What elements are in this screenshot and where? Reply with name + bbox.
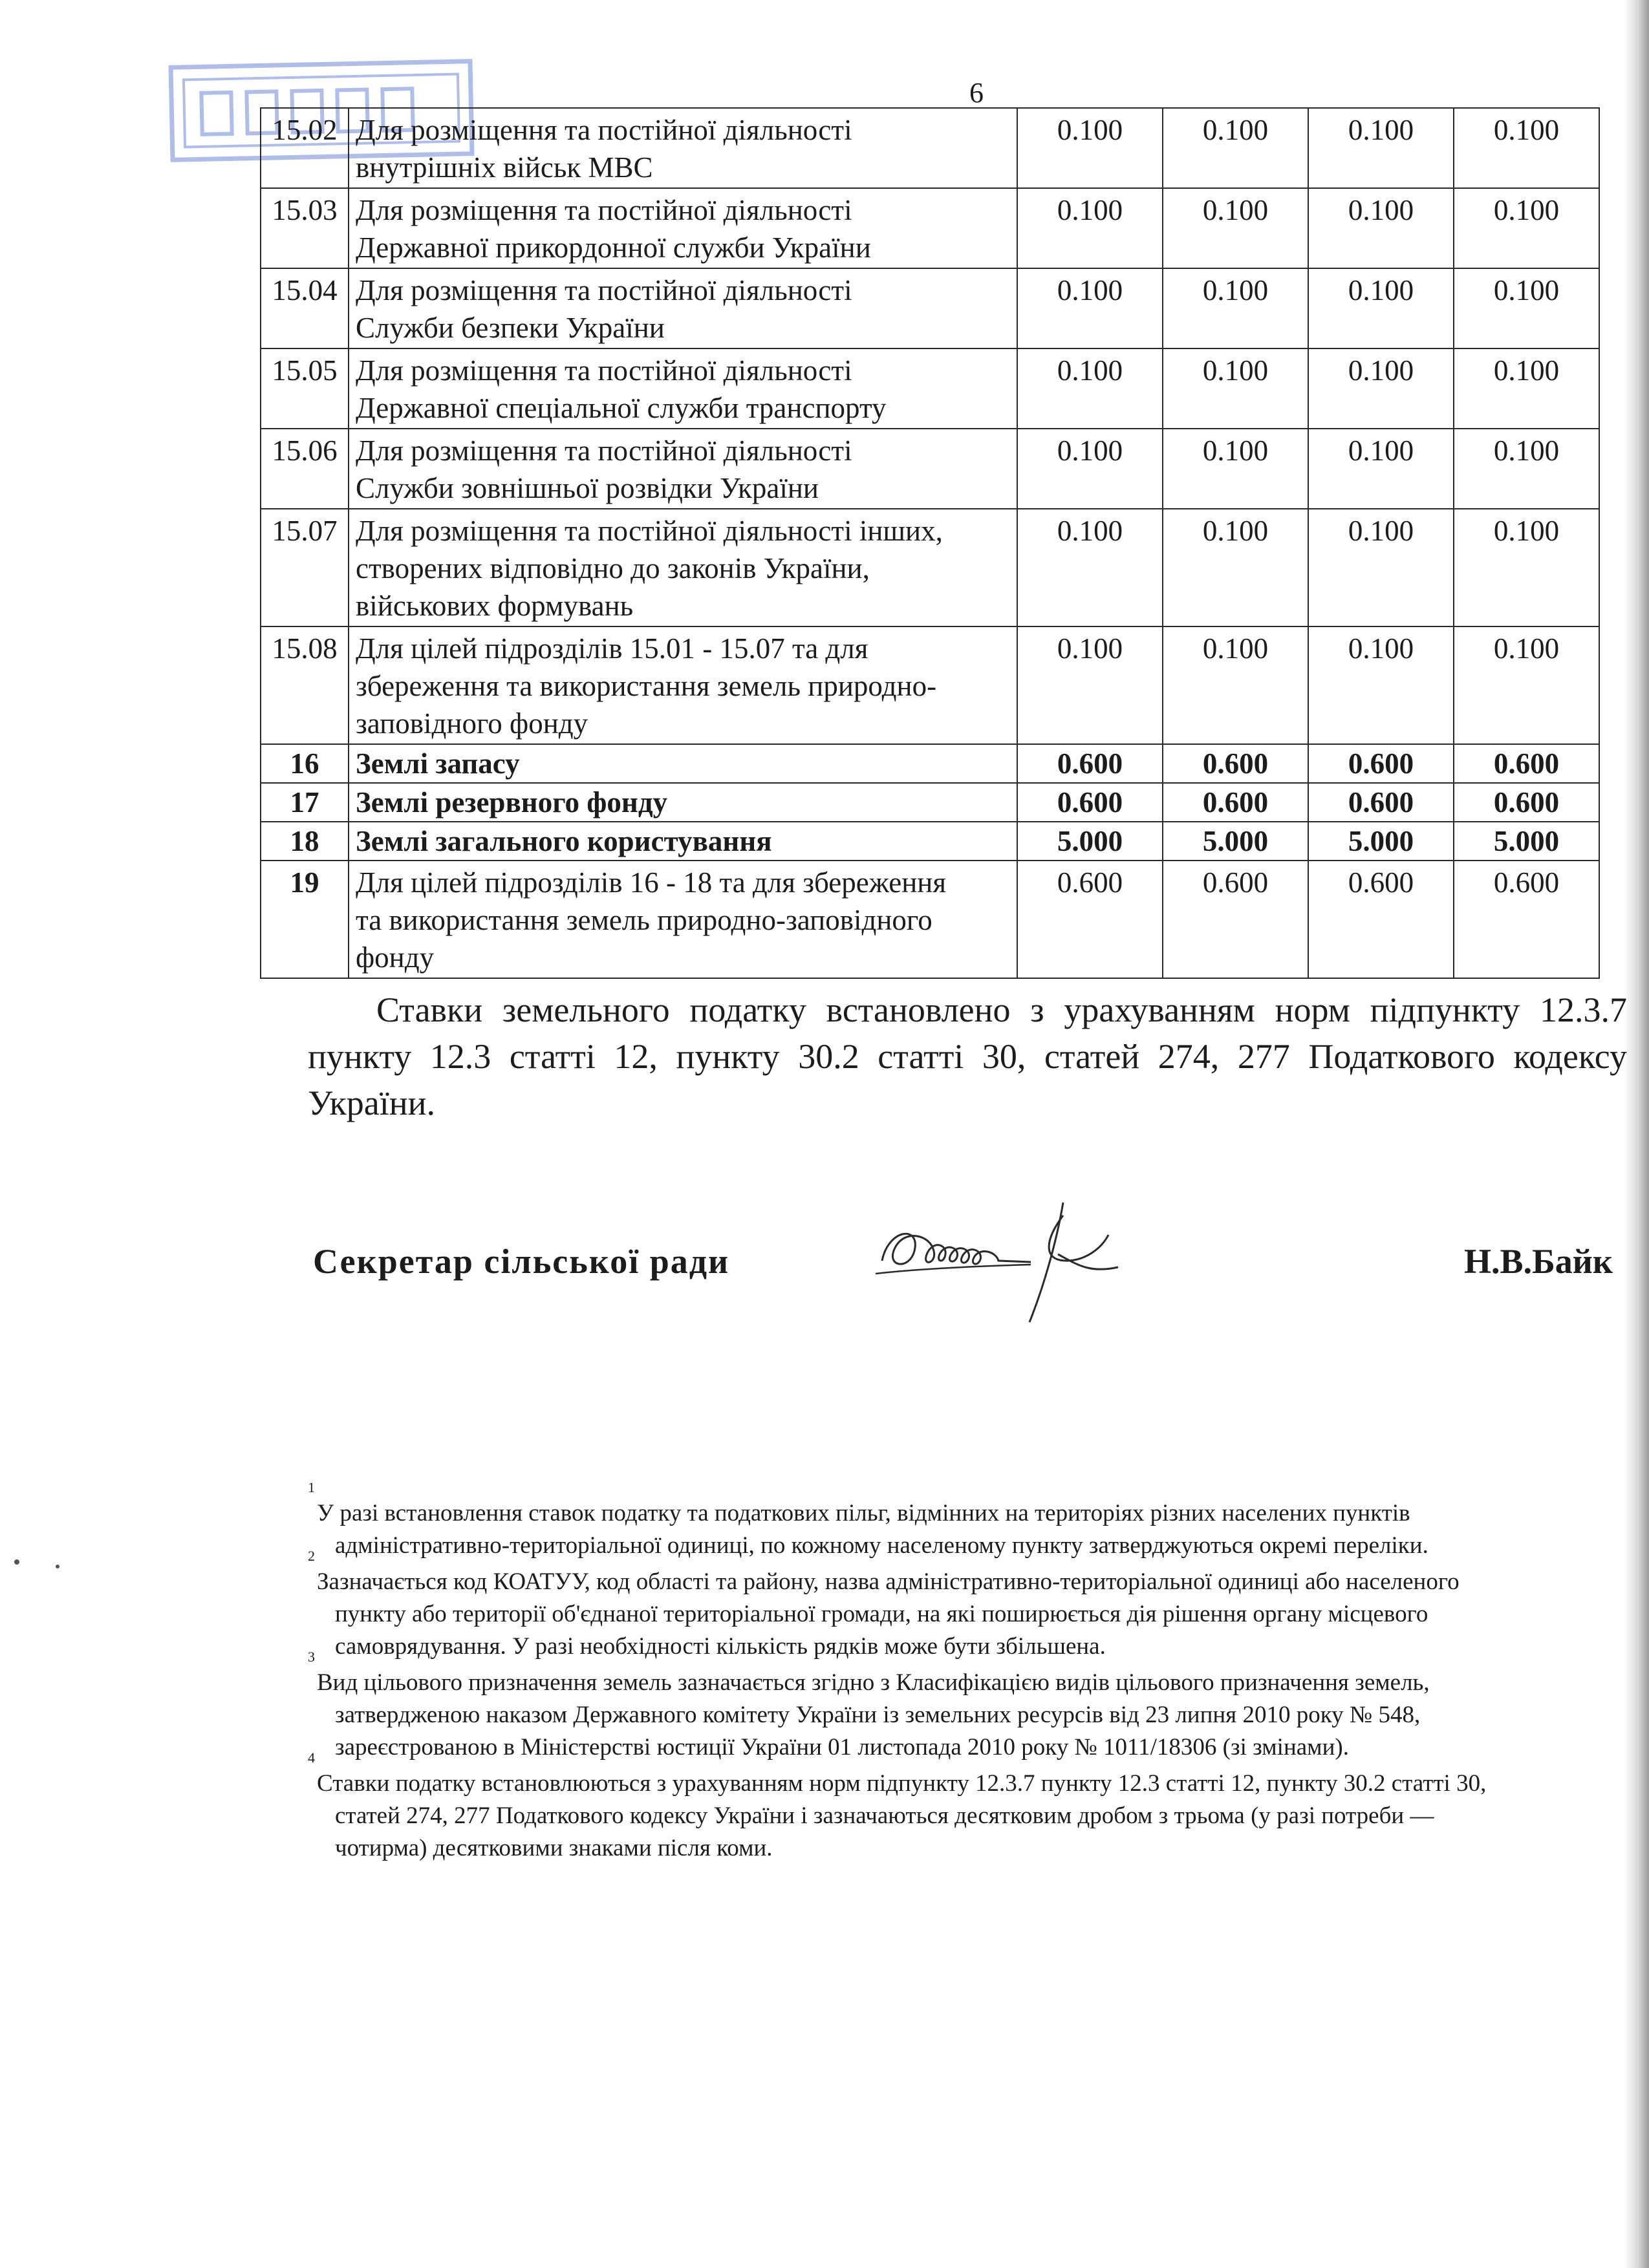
footnote-line: Ставки податку встановлюються з урахуванням норм підпункту 12.3.7 пункту 12.3 статті 12, пункту 30.2 статті 30,	[317, 1770, 1487, 1797]
footnote	[308, 1649, 1623, 1764]
rate-value: 0.600	[1017, 861, 1163, 978]
row-description	[349, 861, 1017, 978]
rate-value: 0.100	[1454, 268, 1599, 348]
signatory-name: Н.В.Байк	[1464, 1242, 1613, 1281]
rate-value: 0.100	[1017, 509, 1163, 626]
land-tax-rates-table	[260, 107, 1600, 979]
table-row	[261, 108, 1599, 188]
description-line: Служби зовнішньої розвідки України	[356, 472, 819, 504]
description-line: збереження та використання земель природно-	[356, 670, 937, 702]
signature-block	[313, 1190, 1613, 1319]
table-row	[261, 348, 1599, 429]
row-code: 17	[261, 783, 349, 822]
rate-value: 0.100	[1017, 268, 1163, 348]
row-description	[349, 626, 1017, 744]
footnote-mark: 3	[308, 1649, 315, 1665]
rate-value: 0.100	[1163, 626, 1308, 744]
footnote-line: адміністративно-територіальної одиниці, по кожному населеному пункту затверджуються окремі переліки.	[335, 1532, 1428, 1559]
rate-value: 0.100	[1163, 509, 1308, 626]
footnote-line: Зазначається код КОАТУУ, код області та району, назва адміністративно-територіальної одиниці або населеного	[317, 1568, 1460, 1595]
footnote-line: Вид цільового призначення земель зазначається згідно з Класифікацією видів цільового призначення земель,	[317, 1669, 1430, 1696]
table-row	[261, 509, 1599, 626]
rate-value: 0.600	[1163, 861, 1308, 978]
footnote-line: У разі встановлення ставок податку та податкових пільг, відмінних на територіях різних населених пунктів	[317, 1500, 1410, 1526]
rate-value: 0.100	[1308, 626, 1454, 744]
row-description	[349, 188, 1017, 268]
description-line: Землі запасу	[356, 747, 520, 780]
rate-value: 0.100	[1454, 429, 1599, 509]
rate-value: 0.100	[1454, 626, 1599, 744]
table-row	[261, 822, 1599, 861]
footnote	[308, 1548, 1623, 1663]
rate-value: 0.100	[1017, 626, 1163, 744]
description-line: військових формувань	[356, 590, 634, 622]
row-code: 15.03	[261, 188, 349, 268]
rate-value: 0.100	[1454, 348, 1599, 429]
footnote	[308, 1749, 1623, 1865]
row-code: 15.08	[261, 626, 349, 744]
row-code: 18	[261, 822, 349, 861]
scan-speck	[56, 1565, 59, 1568]
row-description	[349, 509, 1017, 626]
row-code: 16	[261, 744, 349, 783]
table-row	[261, 626, 1599, 744]
rate-value: 5.000	[1163, 822, 1308, 861]
description-line: Землі загального користування	[356, 825, 772, 857]
rate-value: 0.100	[1163, 268, 1308, 348]
page-number: 6	[969, 77, 984, 109]
footnote-mark: 4	[308, 1749, 315, 1766]
footnote-line: зареєстрованою в Міністерстві юстиції України 01 листопада 2010 року № 1011/18306 (зі змінами).	[335, 1734, 1349, 1760]
description-line: Землі резервного фонду	[356, 786, 668, 818]
rate-value: 0.100	[1308, 509, 1454, 626]
rate-value: 0.100	[1017, 108, 1163, 188]
footnote-line: статей 274, 277 Податкового кодексу України і зазначаються десятковим дробом з трьома (у разі потреби —	[335, 1803, 1434, 1829]
row-code: 15.06	[261, 429, 349, 509]
row-code: 19	[261, 861, 349, 978]
row-description	[349, 744, 1017, 783]
footnote-line: затвердженою наказом Державного комітету України із земельних ресурсів від 23 липня 2010 року № 548,	[335, 1702, 1421, 1728]
description-line: та використання земель природно-заповідного	[356, 904, 932, 936]
row-code: 15.05	[261, 348, 349, 429]
rate-value: 0.600	[1163, 783, 1308, 822]
row-description	[349, 822, 1017, 861]
description-line: заповідного фонду	[356, 707, 588, 740]
row-description	[349, 783, 1017, 822]
rate-value: 0.100	[1017, 429, 1163, 509]
rate-value: 5.000	[1308, 822, 1454, 861]
description-line: Для розміщення та постійної діяльності інших,	[356, 515, 943, 547]
footnotes	[308, 1479, 1623, 1868]
rate-value: 0.100	[1308, 188, 1454, 268]
table-row	[261, 188, 1599, 268]
rate-value: 0.100	[1163, 429, 1308, 509]
description-line: Для цілей підрозділів 15.01 - 15.07 та для	[356, 632, 868, 665]
rate-value: 0.600	[1308, 783, 1454, 822]
tax-rates-note-text: Ставки земельного податку встановлено з урахуванням норм підпункту 12.3.7 пункту 12.3 статті 12, пункту 30.2 статті 30, статей 274, 277 Податкового кодексу України.	[308, 990, 1627, 1122]
footnote-mark: 2	[308, 1548, 315, 1564]
description-line: Для розміщення та постійної діяльності	[356, 354, 852, 387]
rate-value: 0.600	[1163, 744, 1308, 783]
footnote-line: чотирма) десятковими знаками після коми.	[335, 1835, 773, 1861]
rate-value: 0.600	[1017, 744, 1163, 783]
description-line: створених відповідно до законів України,	[356, 552, 870, 584]
handwritten-signature	[869, 1190, 1167, 1325]
scan-edge-shadow	[1624, 0, 1649, 2268]
table-row	[261, 783, 1599, 822]
rate-value: 0.600	[1017, 783, 1163, 822]
footnote	[308, 1479, 1623, 1562]
rate-value: 5.000	[1454, 822, 1599, 861]
rate-value: 0.100	[1454, 509, 1599, 626]
row-code: 15.07	[261, 509, 349, 626]
table-row	[261, 744, 1599, 783]
footnote-mark: 1	[308, 1479, 315, 1495]
row-description	[349, 268, 1017, 348]
row-description	[349, 348, 1017, 429]
rate-value: 0.600	[1308, 744, 1454, 783]
rate-value: 0.100	[1308, 348, 1454, 429]
row-description	[349, 108, 1017, 188]
row-description	[349, 429, 1017, 509]
rate-value: 0.600	[1454, 744, 1599, 783]
description-line: Для розміщення та постійної діяльності	[356, 274, 852, 306]
rate-value: 0.100	[1308, 429, 1454, 509]
rate-value: 5.000	[1017, 822, 1163, 861]
description-line: фонду	[356, 941, 435, 974]
table-row	[261, 268, 1599, 348]
rate-value: 0.100	[1163, 348, 1308, 429]
description-line: Для розміщення та постійної діяльності	[356, 434, 852, 467]
scan-speck	[14, 1559, 19, 1565]
description-line: внутрішніх військ МВС	[356, 151, 653, 184]
table-row	[261, 429, 1599, 509]
rate-value: 0.100	[1454, 188, 1599, 268]
rate-value: 0.600	[1454, 861, 1599, 978]
table-row	[261, 861, 1599, 978]
description-line: Служби безпеки України	[356, 312, 665, 344]
rate-value: 0.600	[1308, 861, 1454, 978]
row-code: 15.04	[261, 268, 349, 348]
row-code: 15.02	[261, 108, 349, 188]
signatory-title: Секретар сільської ради	[313, 1242, 730, 1281]
rate-value: 0.100	[1454, 108, 1599, 188]
description-line: Для розміщення та постійної діяльності	[356, 194, 852, 226]
description-line: Державної прикордонної служби України	[356, 231, 871, 264]
description-line: Державної спеціальної служби транспорту	[356, 392, 887, 424]
description-line: Для цілей підрозділів 16 - 18 та для збереження	[356, 866, 947, 899]
tax-rates-note	[308, 987, 1627, 1126]
rate-value: 0.100	[1017, 348, 1163, 429]
footnote-line: пункту або території об'єднаної територіальної громади, на які поширюється дія рішення органу місцевого	[335, 1601, 1428, 1627]
rate-value: 0.100	[1308, 268, 1454, 348]
rate-value: 0.100	[1017, 188, 1163, 268]
rate-value: 0.100	[1163, 108, 1308, 188]
footnote-line: самоврядування. У разі необхідності кількість рядків може бути збільшена.	[335, 1633, 1106, 1660]
description-line: Для розміщення та постійної діяльності	[356, 114, 852, 146]
rate-value: 0.100	[1308, 108, 1454, 188]
rate-value: 0.600	[1454, 783, 1599, 822]
rate-value: 0.100	[1163, 188, 1308, 268]
